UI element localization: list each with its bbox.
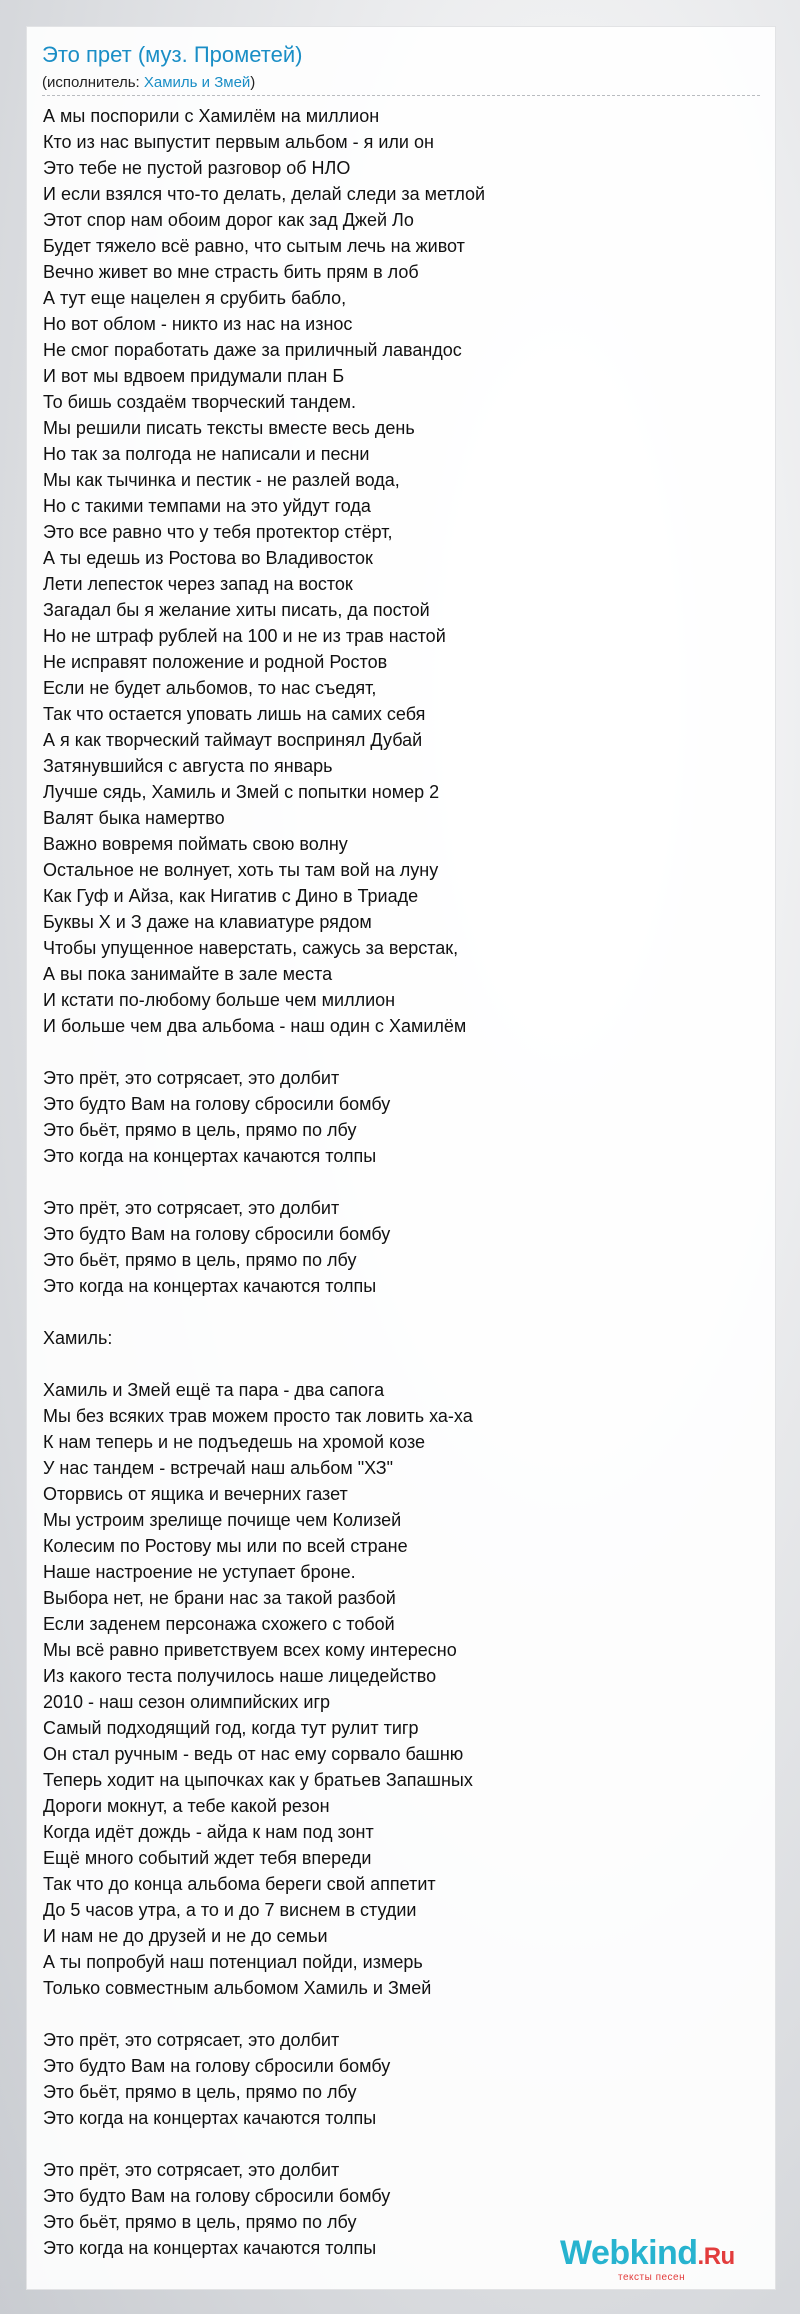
performer-suffix: ): [250, 74, 256, 91]
lyrics-card: [26, 26, 776, 2290]
page-title: Это прет (муз. Прометей): [42, 42, 303, 67]
logo-tld: .Ru: [697, 2243, 735, 2270]
logo-text: [560, 2234, 735, 2272]
logo-main: Webkind: [560, 2234, 698, 2272]
performer-link[interactable]: Хамиль и Змей: [143, 74, 251, 91]
title-divider: [42, 95, 760, 96]
logo-tagline: тексты песен: [618, 2272, 686, 2283]
performer-prefix: (исполнитель:: [42, 74, 144, 91]
performer-line: [42, 74, 255, 91]
lyrics-text: А мы поспорили с Хамилём на миллион Кто из нас выпустит первым альбом - я или он Это тебе не пустой разговор об НЛО И если взялся что-то делать, делай следи за метлой Этот спор нам обоим дорог как зад Джей Ло Будет тяжело всё равно, что сытым лечь на живот Вечно живет во мне страсть бить прям в лоб А тут еще нацелен я срубить бабло, Но вот облом - никто из нас на износ Не смог поработать даже за приличный лавандос И вот мы вдвоем придумали план Б То бишь создаём творческий тандем. Мы решили писать тексты вместе весь день Но так за полгода не написали и песни Мы как тычинка и пестик - не разлей вода, Но с такими темпами на это уйдут года Это все равно что у тебя протектор стёрт, А ты едешь из Ростова во Владивосток Лети лепесток через запад на восток Загадал бы я желание хиты писать, да постой Но не штраф рублей на 100 и не из трав настой Не исправят положение и родной Ростов Если не будет альбомов, то нас съедят, Так что остается уповать лишь на самих себя А я как творческий таймаут воспринял Дубай Затянувшийся с августа по январь Лучше сядь, Хамиль и Змей с попытки номер 2 Валят быка намертво Важно вовремя поймать свою волну Остальное не волнует, хоть ты там вой на луну Как Гуф и Айза, как Нигатив с Дино в Триаде Буквы Х и З даже на клавиатуре рядом Чтобы упущенное наверстать, сажусь за верстак, А вы пока занимайте в зале места И кстати по-любому больше чем миллион И больше чем два альбома - наш один с Хамилём Это прёт, это сотрясает, это долбит Это будто Вам на голову сбросили бомбу Это бьёт, прямо в цель, прямо по лбу Это когда на концертах качаются толпы Это прёт, это сотрясает, это долбит Это будто Вам на голову сбросили бомбу Это бьёт, прямо в цель, прямо по лбу Это когда на концертах качаются толпы Хамиль: Хамиль и Змей ещё та пара - два сапога Мы без всяких трав можем просто так ловить ха-ха К нам теперь и не подъедешь на хромой козе У нас тандем - встречай наш альбом "ХЗ" Оторвись от ящика и вечерних газет Мы устроим зрелище почище чем Колизей Колесим по Ростову мы или по всей стране Наше настроение не уступает броне. Выбора нет, не брани нас за такой разбой Если заденем персонажа схожего с тобой Мы всё равно приветствуем всех кому интересно Из какого теста получилось наше лицедейство 2010 - наш сезон олимпийских игр Самый подходящий год, когда тут рулит тигр Он стал ручным - ведь от нас ему сорвало башню Теперь ходит на цыпочках как у братьев Запашных Дороги мокнут, а тебе какой резон Когда идёт дождь - айда к нам под зонт Ещё много событий ждет тебя впереди Так что до конца альбома береги свой аппетит До 5 часов утра, а то и до 7 виснем в студии И нам не до друзей и не до семьи А ты попробуй наш потенциал пойди, измерь Только совместным альбомом Хамиль и Змей Это прёт, это сотрясает, это долбит Это будто Вам на голову сбросили бомбу Это бьёт, прямо в цель, прямо по лбу Это когда на концертах качаются толпы Это прёт, это сотрясает, это долбит Это будто Вам на голову сбросили бомбу Это бьёт, прямо в цель, прямо по лбу Это когда на концертах качаются толпы: [43, 106, 486, 2258]
site-logo[interactable]: [560, 2234, 740, 2286]
